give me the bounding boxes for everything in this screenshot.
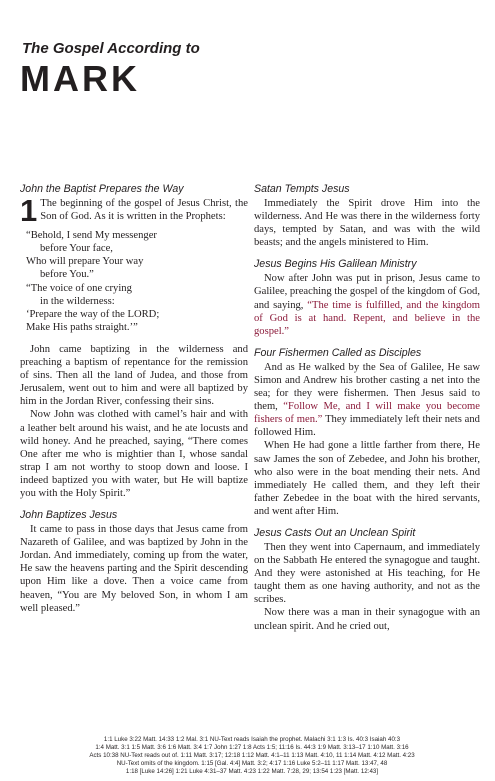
- footnote-line: 1:1 Luke 3:22 Matt. 14:33 1:2 Mal. 3:1 NU-Text reads Isaiah the prophet. Malachi 3:1 1:3 Is. 40:3 Isaiah 40:3: [103, 736, 401, 743]
- footnote-line: 1:4 Matt. 3:1 1:5 Matt. 3:6 1:6 Matt. 3:4 1:7 John 1:27 1:8 Acts 1:5; 11:16 Is. 44:3 1:9 Matt. 3:13–17 1:10 Matt. 3:16: [95, 744, 409, 751]
- chapter-number: 1: [20, 193, 38, 228]
- book-subtitle: The Gospel According to: [22, 40, 200, 57]
- quotation-poem: [20, 229, 248, 334]
- quoted-speech: “You are My beloved Son, in whom I am well pleased.”: [20, 589, 248, 614]
- poem-line: in the wilderness:: [40, 295, 115, 307]
- verse-paragraph: [254, 272, 480, 337]
- footnotes: [22, 736, 482, 776]
- paragraph-text: It came to pass in those days that Jesus came from Nazareth of Galilee, and was baptized by John in the Jordan. And immediately, coming up from the water, He saw the heavens parting and the Spirit descending upon Him like a dove. Then a voice came from heaven,: [20, 524, 248, 601]
- poem-line: before Your face,: [40, 243, 113, 255]
- verse-paragraph: [20, 523, 248, 615]
- section-heading: Jesus Begins His Galilean Ministry: [254, 258, 417, 271]
- drop-letter: T: [40, 198, 47, 209]
- words-of-jesus: “Follow Me, and I will make you become fishers of men.”: [254, 401, 480, 426]
- words-of-jesus: “The time is fulfilled, and the kingdom of God is at hand. Repent, and believe in the gospel.”: [254, 299, 480, 337]
- book-title: MARK: [20, 58, 140, 99]
- poem-line: “The voice of one crying: [26, 282, 132, 294]
- section-heading: Satan Tempts Jesus: [254, 183, 350, 195]
- verse-paragraph: Now there was a man in their synagogue with an unclean spirit. And he cried out,: [254, 607, 480, 632]
- paragraph-text: Now after John was put in prison, Jesus came to Galilee, preaching the gospel of the kingdom of God, and saying,: [254, 273, 480, 311]
- section-heading: Jesus Casts Out an Unclean Spirit: [254, 526, 416, 539]
- poem-line: Who will prepare Your way: [26, 256, 144, 268]
- footnote-line: 1:18 [Luke 14:26] 1:21 Luke 4:31–37 Matt. 4:23 1:22 Matt. 7:28, 29; 13:54 1:23 [Matt. 12:43]: [125, 768, 379, 775]
- footnote-line: Acts 10:38 NU-Text reads out of. 1:11 Matt. 3:17; 12:18 1:12 Matt. 4:1–11 1:13 Matt. 4:10, 11 1:14 Matt. 4:12 Matt. 4:23: [89, 752, 415, 759]
- verse-paragraph: [254, 361, 480, 440]
- poem-line: Make His paths straight.’”: [26, 321, 138, 333]
- paragraph-text: he beginning of the gospel of Jesus Christ, the Son of God. As it is written in the Prophets:: [40, 198, 248, 223]
- section-heading: John Baptizes Jesus: [20, 509, 118, 522]
- quoted-speech: “There comes One after me who is mightier than I, whose sandal strap I am not worthy to stoop down and loose. I indeed baptized you with water, but He will baptize you with the Holy Spirit.”: [20, 435, 248, 499]
- right-column: [254, 183, 480, 633]
- poem-line: “Behold, I send My messenger: [26, 230, 157, 242]
- verse-paragraph: [20, 408, 248, 500]
- paragraph-text: They immediately left their nets and followed Him.: [254, 414, 480, 439]
- section-heading: Four Fishermen Called as Disciples: [254, 346, 422, 359]
- verse-paragraph: [20, 193, 248, 228]
- poem-line: ‘Prepare the way of the LORD;: [26, 308, 160, 320]
- poem-line: before You.”: [40, 269, 94, 281]
- verse-paragraph: John came baptizing in the wilderness and preaching a baptism of repentance for the remission of sins. Then all the land of Judea, and those from Jerusalem, went out to him and were all baptized by him in the Jordan River, confessing their sins.: [20, 343, 248, 408]
- footnote-line: NU-Text omits of the kingdom. 1:15 [Gal. 4:4] Matt. 3:2; 4:17 1:16 Luke 5:2–11 1:17 Matt. 13:47, 48: [116, 760, 388, 767]
- section-heading: John the Baptist Prepares the Way: [20, 183, 184, 195]
- left-column: [20, 183, 248, 615]
- verse-paragraph: Then they went into Capernaum, and immediately on the Sabbath He entered the synagogue and taught. And they were astonished at His teaching, for He taught them as one having authority, and not as the scribes.: [254, 541, 480, 606]
- paragraph-text: Now John was clothed with camel’s hair and with a leather belt around his waist, and he ate locusts and wild honey. And he preached, saying,: [20, 409, 248, 447]
- verse-paragraph: Immediately the Spirit drove Him into the wilderness. And He was there in the wilderness forty days, tempted by Satan, and was with the wild beasts; and the angels ministered to Him.: [254, 198, 480, 249]
- verse-paragraph: When He had gone a little farther from there, He saw James the son of Zebedee, and John his brother, who also were in the boat mending their nets. And immediately He called them, and they left their father Zebedee in the boat with the hired servants, and went after Him.: [254, 440, 480, 517]
- paragraph-text: And as He walked by the Sea of Galilee, He saw Simon and Andrew his brother casting a net into the sea; for they were fishermen. Then Jesus said to them,: [254, 361, 480, 413]
